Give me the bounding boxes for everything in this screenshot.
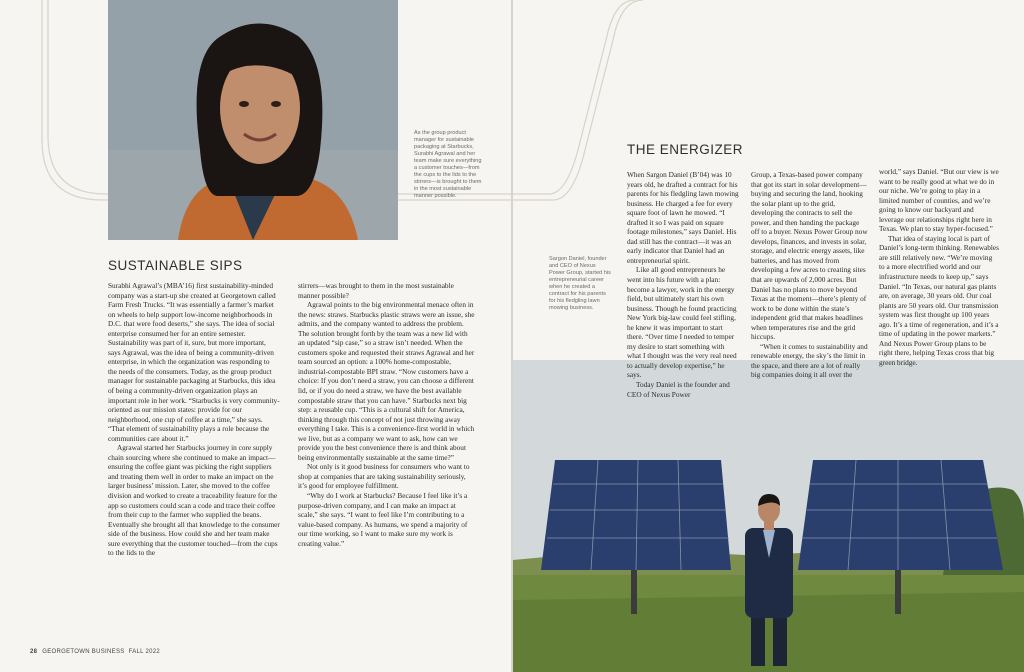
photo-caption: As the group product manager for sustainable packaging at Starbucks, Surabhi Agrawal and her team make sure everything a customer touches—from the cups to the lids to the stirrers—is brought to them in the most sustainable manner possible. — [414, 130, 482, 199]
page-folio — [30, 649, 160, 655]
portrait-photo-surabhi-agrawal — [108, 0, 398, 240]
paragraph: Like all good entrepreneurs he went into his future with a plan: become a lawyer, work in the energy field, but ultimately start his own business. Though he found practicing New York big-law could feel stifling, he knew it was important to start there. “Over time I needed to temper my desire to start something with what I thought was the very real need to actually develop expertise,” he says. — [627, 265, 737, 380]
article-headline: SUSTAINABLE SIPS — [108, 258, 243, 273]
paragraph: Group, a Texas-based power company that got its start in solar development—buying and securing the land, hooking the solar plant up to the grid, developing the contracts to sell the power, and then handing the package off to a buyer. Nexus Power Group now develops, finances, and invests in solar, storage, and electric energy assets, like batteries, and has moved from developing a few acres to creating sites that are upwards of 2,000 acres. But Daniel has no plans to move beyond Texas at the moment—there’s plenty of work to be done within the state’s independent grid that makes headlines when temperatures rise and the grid hiccups. — [751, 170, 868, 342]
paragraph: stirrers—was brought to them in the most sustainable manner possible? — [298, 281, 454, 300]
left-page — [0, 0, 511, 672]
paragraph: Agrawal points to the big environmental menace often in the news: straws. Starbucks plastic straws were an issue, she admits, and the company wanted to address the problem. The solution brought forth by the team was a new lid with an updated “sip case,” so a straw isn’t needed. When the customers spoke and requested their straws Agrawal and her team sourced an option: a 100% home-compostable, industrial-compostable BPI straw. “Now customers have a choice: If you don’t need a straw, you can choose a different lid, or if you do need a straw, we have the best available compostable straw that you can have.” Starbucks next big step: a reusable cup. “This is a cultural shift for America, thinking through this concept of not just throwing away everything I take. This is a convenience-first world in which we live, but as a company we want to ask, how can we provide you the best convenience there is and think about being environmentally sustainable at the same time?” — [298, 300, 475, 462]
paragraph: When Sargon Daniel (B’04) was 10 years old, he drafted a contract for his parents for his fledgling lawn mowing business. He charged a fee for every square foot of lawn he mowed. “I drafted it so I was paid on square footage milestones,” says Daniel. His dad still has the contract—it was an early indicator that Daniel had an entrepreneurial spirit. — [627, 170, 739, 265]
paragraph: “Why do I work at Starbucks? Because I feel like it’s a purpose-driven company, and I can make an impact at scale,” she says. “I want to feel like I’m contributing to a value-based company. As humans, we spend a majority of our time working, so I want to make sure my work is creating value.” — [298, 491, 468, 548]
right-page — [513, 0, 1024, 672]
paragraph: Today Daniel is the founder and CEO of Nexus Power — [627, 380, 730, 399]
paragraph: world,” says Daniel. “But our view is we want to be really good at what we do in our niche. We’re going to play in a limited number of counties, and we’re going to know our backyard and leverage our relationships right here in Texas. We plan to stay hyper-focused.” — [879, 167, 999, 234]
article-headline: THE ENERGIZER — [627, 142, 744, 157]
paragraph: Surabhi Agrawal’s (MBA’16) first sustainability-minded company was a start-up she created at Georgetown called Farm Fresh Trucks. “It was essentially a farmer’s market on wheels to help support low-income neighborhoods in D.C. that were food deserts,” she says. The idea of social enterprise consumed her for an entire semester. Sustainability was part of it, sure, but more important, says Agrawal, was the idea of being a community-driven enterprise, in which the organization was responding to the needs of the consumers. Today, as the group product manager for sustainable packaging at Starbucks, this idea of being a community-driven organization plays an important role in her work. “Starbucks is very community-oriented as our mission states: provide for our neighborhood, one cup of coffee at a time,” she says. “That element of sustainability plays a role because the communities care about it.” — [108, 281, 280, 443]
article-column-2 — [751, 170, 869, 445]
article-column-2 — [298, 281, 476, 641]
publication-name: GEORGETOWN BUSINESS — [42, 649, 125, 655]
paragraph: That idea of staying local is part of Daniel’s long-term thinking. Renewables are still relatively new. “We’re moving to a more electrified world and our infrastructure needs to keep up,” says Daniel. “In Texas, our natural gas plants are, on average, 30 years old. Our coal plants are 50 years old. Our transmission system was first thought up 100 years ago. It’s a time of regeneration, and it’s a time of updating in the power markets.” And Nexus Power Group plans to be right there, helping Texas cross that big green bridge. — [879, 233, 999, 367]
paragraph: Not only is it good business for consumers who want to shop at companies that are taking sustainability seriously, it’s good for employee fulfillment. — [298, 462, 470, 491]
article-column-3 — [879, 167, 999, 452]
page-number: 28 — [30, 649, 38, 655]
paragraph: “When it comes to sustainability and renewable energy, the sky’s the limit in the space, and there are a lot of really big companies doing it all over the — [751, 341, 868, 380]
paragraph: Agrawal started her Starbucks journey in core supply chain sourcing where she continued to make an impact—ensuring the coffee giant was picking the right suppliers and treating them well in order to make an impact on the larger business’ mission. Later, she moved to the coffee division and worked to create a traceability feature for the app so customers could scan a code and trace their coffee from their cup to the farmer who supplied the beans. Eventually she brought all that knowledge to the consumer side of the business. How could she and her team make sure everything that the customer touched—from the cups to the lids to the — [108, 443, 280, 558]
photo-caption: Sargon Daniel, founder and CEO of Nexus Power Group, started his entrepreneurial career when he created a contract for his parents for his fledgling lawn mowing business. — [549, 256, 611, 311]
article-column-1 — [627, 170, 740, 445]
article-column-1 — [108, 281, 280, 641]
issue-date: FALL 2022 — [128, 649, 161, 655]
